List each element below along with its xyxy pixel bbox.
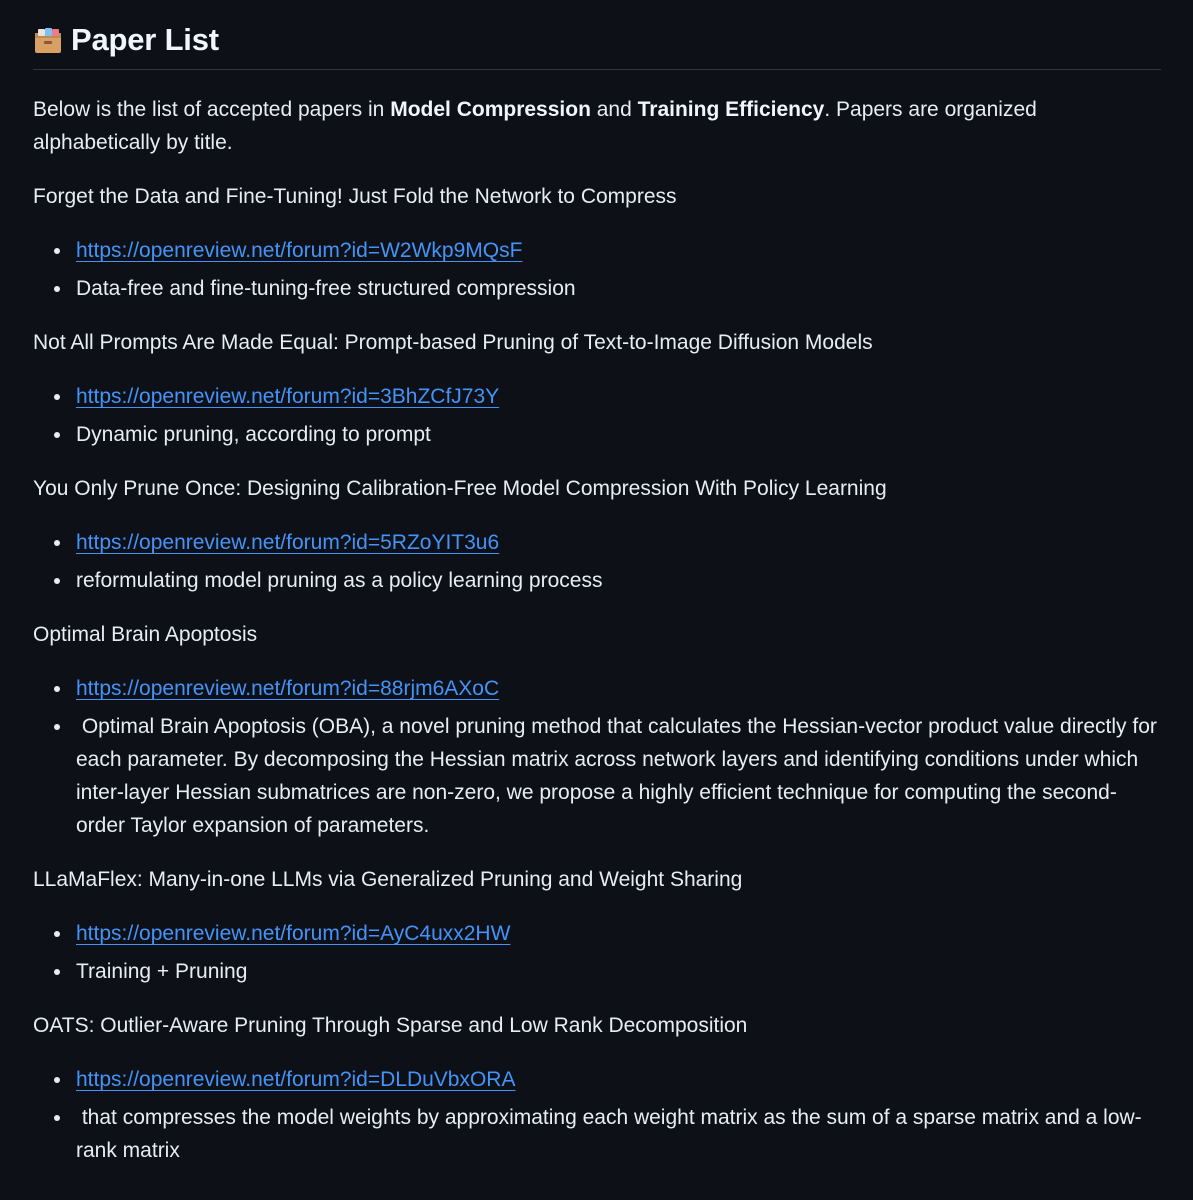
paper-link[interactable]: https://openreview.net/forum?id=DLDuVbxORA [76, 1068, 516, 1091]
paper-link[interactable]: https://openreview.net/forum?id=88rjm6AXoC [76, 677, 500, 700]
paper-details-list [33, 917, 1161, 988]
list-item: Dynamic pruning, according to prompt [76, 418, 1161, 451]
paper-details-list [33, 380, 1161, 451]
markdown-body [33, 18, 1161, 1167]
intro-prefix: Below is the list of accepted papers in [33, 98, 391, 121]
paper-link[interactable]: https://openreview.net/forum?id=AyC4uxx2HW [76, 922, 511, 945]
list-item [76, 917, 1161, 950]
list-item [76, 526, 1161, 559]
page-title [33, 18, 1161, 62]
paper-link[interactable]: https://openreview.net/forum?id=W2Wkp9MQsF [76, 239, 523, 262]
paper-title: LLaMaFlex: Many-in-one LLMs via Generalized Pruning and Weight Sharing [33, 868, 743, 891]
heading-divider [33, 69, 1161, 70]
intro-bold-model-compression: Model Compression [390, 98, 591, 121]
paper-title: You Only Prune Once: Designing Calibration-Free Model Compression With Policy Learning [33, 477, 887, 500]
intro-bold-training-efficiency: Training Efficiency [637, 98, 825, 121]
paper-details-list [33, 234, 1161, 305]
list-item [76, 234, 1161, 267]
paper-link[interactable]: https://openreview.net/forum?id=3BhZCfJ73Y [76, 385, 500, 408]
paper-title: Forget the Data and Fine-Tuning! Just Fold the Network to Compress [33, 185, 677, 208]
list-item: that compresses the model weights by approximating each weight matrix as the sum of a sparse matrix and a low-rank matrix [76, 1101, 1161, 1167]
paper-details-list [33, 672, 1161, 842]
paper-link[interactable]: https://openreview.net/forum?id=5RZoYIT3u6 [76, 531, 500, 554]
list-item: Training + Pruning [76, 955, 1161, 988]
list-item: reformulating model pruning as a policy learning process [76, 564, 1161, 597]
paper-title: Not All Prompts Are Made Equal: Prompt-based Pruning of Text-to-Image Diffusion Models [33, 331, 873, 354]
intro-suffix: . Papers are organized alphabetically by title. [33, 98, 1037, 154]
list-item [76, 672, 1161, 705]
paper-title: Optimal Brain Apoptosis [33, 623, 258, 646]
card-file-box-icon [33, 27, 63, 55]
list-item: Optimal Brain Apoptosis (OBA), a novel pruning method that calculates the Hessian-vector product value directly for each parameter. By decomposing the Hessian matrix across network layers and identifying conditions under which inter-layer Hessian submatrices are non-zero, we propose a highly efficient technique for computing the second-order Taylor expansion of parameters. [76, 710, 1161, 842]
list-item [76, 1063, 1161, 1096]
list-item: Data-free and fine-tuning-free structured compression [76, 272, 1161, 305]
intro-mid: and [590, 98, 638, 121]
page-title-text: Paper List [71, 22, 219, 57]
intro-paragraph [33, 93, 1161, 159]
paper-title: OATS: Outlier-Aware Pruning Through Sparse and Low Rank Decomposition [33, 1014, 748, 1037]
list-item [76, 380, 1161, 413]
paper-details-list [33, 1063, 1161, 1167]
paper-details-list [33, 526, 1161, 597]
